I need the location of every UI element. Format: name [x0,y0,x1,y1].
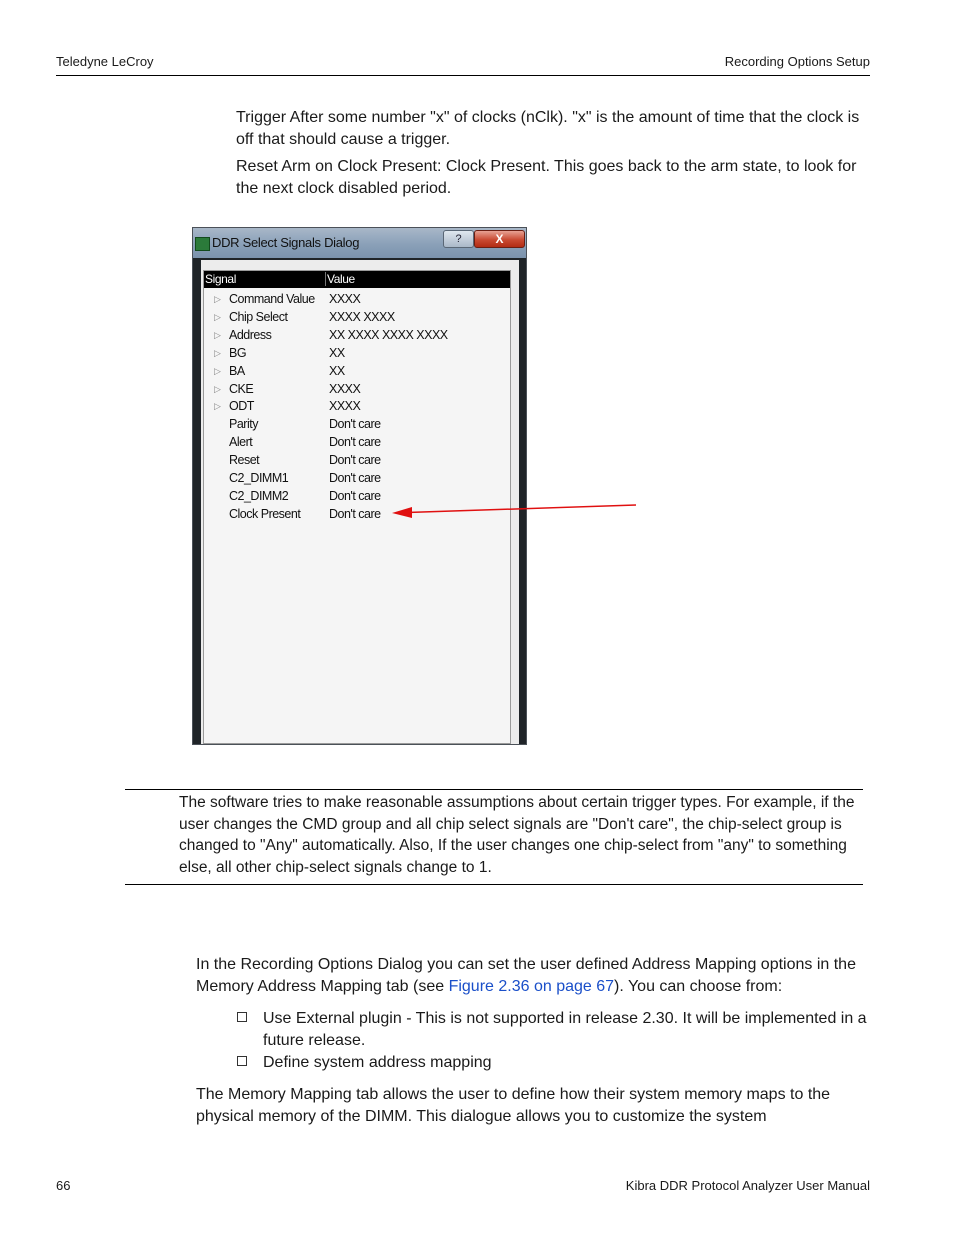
memory-mapping-tab-paragraph: The Memory Mapping tab allows the user to define how their system memory maps to the physical memory of the DIMM. This dialogue allows you to customize the system [196,1086,831,1125]
red-arrow-annotation [385,495,645,525]
expand-triangle-icon[interactable]: ▷ [214,383,221,394]
signal-value[interactable]: Don't care [329,453,381,468]
signal-row[interactable] [204,434,510,452]
expand-triangle-icon[interactable]: ▷ [214,329,221,340]
note-paragraph: The software tries to make reasonable assumptions about certain trigger types. For example, if the user changes the CMD group and all chip select signals are "Don't care", the chip-select group is changed to "Any" automatically. Also, If the user changes one chip-select from "any" to something else, all other chip-select signals change to 1. [179,794,855,876]
expand-triangle-icon[interactable]: ▷ [214,365,221,376]
note-bottom-rule [125,884,863,885]
signal-row[interactable] [204,363,510,381]
signal-value[interactable]: XXXX [329,292,361,306]
reset-arm-paragraph: Reset Arm on Clock Present: Clock Present. This goes back to the arm state, to look for the next clock disabled period. [236,158,857,197]
header-left: Teledyne LeCroy [56,54,154,69]
arrow-shaft [407,505,636,513]
signal-value[interactable]: XXXX [329,399,361,414]
trigger-after-paragraph: Trigger After some number "x" of clocks (nClk). "x" is the amount of time that the clock is off that should cause a trigger. [236,109,860,148]
signal-name: CKE [229,381,254,396]
signal-value[interactable]: Don't care [329,488,381,503]
header-rule [56,75,870,76]
signal-name: Command Value [229,292,315,306]
close-button[interactable]: X [474,230,525,248]
signal-name: Reset [229,453,260,468]
address-mapping-paragraph [196,954,871,998]
signal-name: Address [229,327,272,342]
dialog-title-bar [193,228,526,258]
note-top-rule [125,789,863,790]
signal-row[interactable] [204,416,510,434]
signal-name: C2_DIMM1 [229,471,289,485]
page-number: 66 [56,1178,71,1193]
signal-row[interactable] [204,309,510,327]
bullet-text: Define system address mapping [263,1054,492,1071]
signal-name: Chip Select [229,309,288,324]
bullet-item-define-mapping [237,1052,869,1074]
signal-row[interactable] [204,452,510,470]
expand-triangle-icon[interactable]: ▷ [214,294,221,304]
column-header-signal[interactable]: Signal [205,272,236,286]
signal-row[interactable] [204,345,510,363]
checkbox-bullet-icon [237,1056,247,1066]
signal-value[interactable]: XX [329,363,345,378]
manual-title: Kibra DDR Protocol Analyzer User Manual [625,1178,870,1193]
grid-header [204,271,510,288]
signal-value[interactable]: Don't care [329,471,381,485]
signal-name: BA [229,363,245,378]
signal-name: Clock Present [229,506,301,521]
signal-name: C2_DIMM2 [229,488,289,503]
signal-row[interactable] [204,291,510,309]
signal-value[interactable]: Don't care [329,506,381,521]
signal-value[interactable]: Don't care [329,417,381,432]
signal-value[interactable]: Don't care [329,435,381,450]
header-right: Recording Options Setup [724,54,870,69]
ddr-select-signals-dialog [192,227,527,745]
signal-row[interactable] [204,381,510,399]
expand-triangle-icon[interactable]: ▷ [214,311,221,322]
help-button[interactable]: ? [443,230,474,248]
signal-row[interactable] [204,470,510,488]
arrow-head [392,507,412,518]
signal-name: BG [229,345,247,360]
bullet-text: Use External plugin - This is not supported in release 2.30. It will be implemented in a future release. [263,1010,867,1049]
signal-name: ODT [229,399,254,414]
signal-value[interactable]: XX XXXX XXXX XXXX [329,327,448,342]
signal-value[interactable]: XXXX [329,381,361,396]
mapping-text-end: ). You can choose from: [614,978,783,995]
dialog-title: DDR Select Signals Dialog [212,235,360,250]
signal-value[interactable]: XXXX XXXX [329,309,395,324]
expand-triangle-icon[interactable]: ▷ [214,347,221,358]
checkbox-bullet-icon [237,1012,247,1022]
signal-name: Parity [229,417,258,432]
bullet-item-external-plugin [237,1008,869,1049]
signal-name: Alert [229,435,253,450]
column-header-value[interactable]: Value [327,272,355,286]
signal-value[interactable]: XX [329,345,345,360]
app-icon [195,237,210,251]
mapping-text-start: In the Recording Options Dialog you can set the user defined Address Mapping options in the Memory Address Mapping tab (see [196,956,856,995]
signal-row[interactable] [204,327,510,345]
figure-link[interactable]: Figure 2.36 on page 67 [448,978,615,995]
expand-triangle-icon[interactable]: ▷ [214,401,221,412]
signal-row[interactable] [204,398,510,416]
